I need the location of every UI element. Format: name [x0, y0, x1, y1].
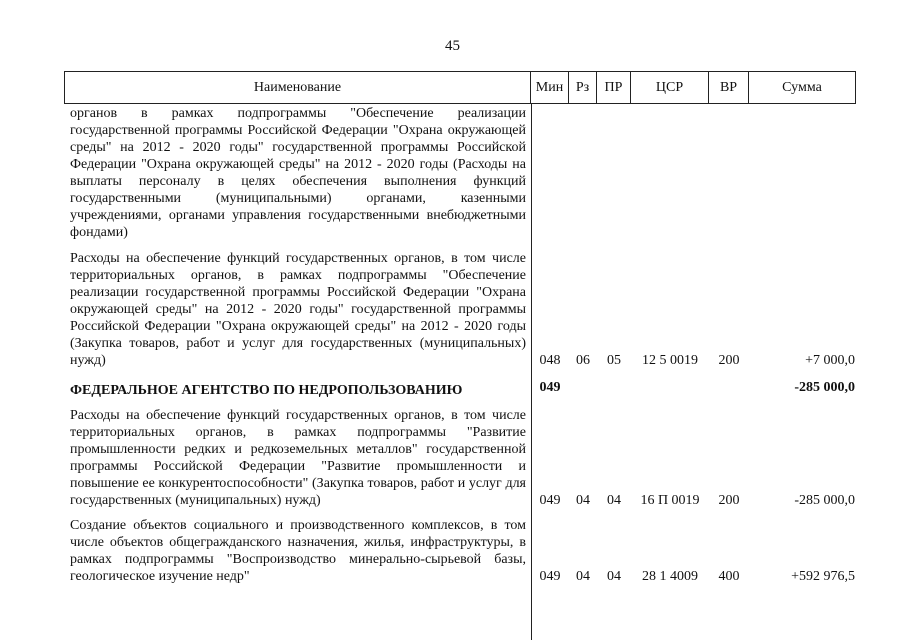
row-rz: 04: [576, 493, 590, 508]
row-min: 049: [539, 380, 561, 395]
row-rz: 06: [576, 353, 590, 368]
header-csr: ЦСР: [631, 71, 709, 104]
row-sum: +592 976,5: [791, 569, 855, 584]
row-vr: 400: [718, 569, 740, 584]
row-sum: -285 000,0: [794, 380, 855, 395]
header-min: Мин: [531, 71, 569, 104]
header-name: Наименование: [64, 71, 531, 104]
row-pr: 05: [607, 353, 621, 368]
row-min: 048: [539, 353, 561, 368]
row-rz: 04: [576, 569, 590, 584]
row-pr: 04: [607, 493, 621, 508]
page-number: 45: [445, 38, 460, 54]
header-rz: Рз: [569, 71, 597, 104]
row-description: Расходы на обеспечение функций государственных органов, в том числе территориальных органов, в рамках подпрограммы "Развитие промышленности редких и редкоземельных металлов" государственной программы Российской Федерации "Развитие промышленности и повышение ее конкурентоспособности" (Закупка товаров, работ и услуг для государственных (муниципальных) нужд): [70, 408, 526, 508]
row-sum: -285 000,0: [794, 493, 855, 508]
header-pr: ПР: [597, 71, 631, 104]
row-pr: 04: [607, 569, 621, 584]
column-divider: [531, 104, 532, 640]
header-vr: ВР: [709, 71, 749, 104]
row-min: 049: [539, 493, 561, 508]
row-vr: 200: [718, 353, 740, 368]
row-sum: +7 000,0: [805, 353, 855, 368]
row-description: органов в рамках подпрограммы "Обеспечение реализации государственной программы Российской Федерации "Охрана окружающей среды" на 2012 - 2020 годы" государственной программы Российской Федерации "Охрана окружающей среды" на 2012 - 2020 годы (Расходы на выплаты персоналу в целях обеспечения выполнения функций государственными (муниципальными) органами, казенными учреждениями, органами управления государственными внебюджетными фондами): [70, 106, 526, 240]
row-description: Создание объектов социального и производственного комплексов, в том числе объектов общегражданского назначения, жилья, инфраструктуры, в рамках подпрограммы "Воспроизводство минерально-сырьевой базы, геологическое изучение недр": [70, 518, 526, 584]
row-csr: 16 П 0019: [640, 493, 700, 508]
row-description: Расходы на обеспечение функций государственных органов, в том числе территориальных органов, в рамках подпрограммы "Обеспечение реализации государственной программы Российской Федерации "Охрана окружающей среды" на 2012 - 2020 годы" государственной программы Российской Федерации "Охрана окружающей среды" на 2012 - 2020 годы (Закупка товаров, работ и услуг для государственных (муниципальных) нужд): [70, 251, 526, 368]
row-min: 049: [539, 569, 561, 584]
row-csr: 28 1 4009: [642, 569, 698, 584]
row-csr: 12 5 0019: [642, 353, 698, 368]
row-vr: 200: [718, 493, 740, 508]
header-sum: Сумма: [749, 71, 856, 104]
agency-heading: ФЕДЕРАЛЬНОЕ АГЕНТСТВО ПО НЕДРОПОЛЬЗОВАНИЮ: [70, 383, 463, 398]
